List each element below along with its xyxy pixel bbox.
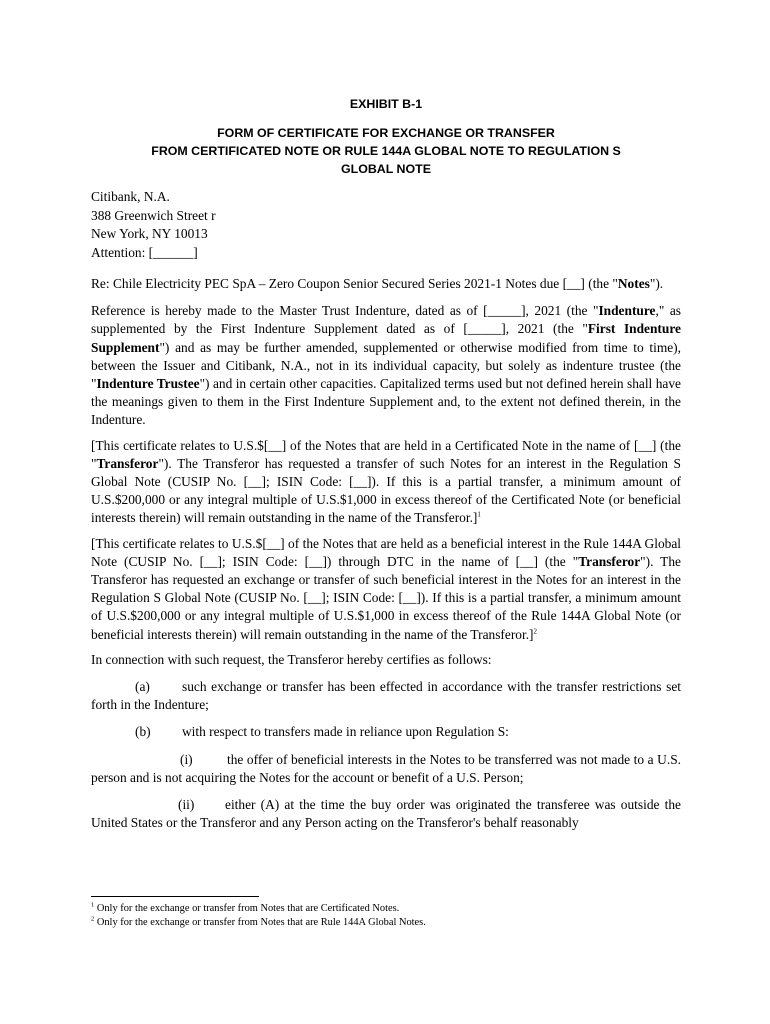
item-a (91, 678, 681, 714)
defined-term: Indenture (598, 303, 656, 319)
item-b (91, 723, 681, 741)
form-title-line-2: FROM CERTIFICATED NOTE OR RULE 144A GLOBAL NOTE TO REGULATION S (151, 144, 621, 158)
rule-144a-paragraph (91, 535, 681, 644)
paragraph-text: ," as supplemented by the First Indenture Supplement dated as of [_____], 2021 (the " (91, 303, 681, 337)
item-label: (a) (135, 679, 150, 695)
item-text: the offer of beneficial interests in the Notes to be transferred was not made to a U.S. person and is not acquiring the Notes for the account or benefit of a U.S. Person; (91, 751, 681, 785)
reference-paragraph (91, 302, 681, 429)
defined-term: First Indenture Supplement (91, 321, 681, 355)
footnote-number: 1 (91, 901, 95, 909)
footnote-text: Only for the exchange or transfer from Notes that are Rule 144A Global Notes. (96, 917, 426, 928)
certificated-note-paragraph (91, 437, 681, 528)
paragraph-text: ") and in certain other capacities. Capitalized terms used but not defined herein shall have the meanings given to them in the First Indenture Supplement and, to the extent not defined therein, in the Indenture. (91, 376, 681, 428)
addressee-line: Citibank, N.A. (91, 189, 170, 204)
defined-term: Indenture Trustee (96, 376, 200, 392)
addressee-line: 388 Greenwich Street r (91, 207, 216, 223)
footnote-divider (91, 896, 259, 897)
item-text: with respect to transfers made in reliance upon Regulation S: (182, 724, 509, 740)
item-text: either (A) at the time the buy order was originated the transferee was outside the United States or the Transferor and any Person acting on the Transferor's behalf reasonably (91, 797, 681, 831)
item-b-i (91, 751, 681, 787)
item-label: (b) (135, 724, 151, 740)
document-body (91, 95, 681, 832)
item-text: such exchange or transfer has been effected in accordance with the transfer restrictions set forth in the Indenture; (91, 679, 681, 713)
paragraph-text: "). The Transferor has requested an exchange or transfer of such beneficial interest in the Notes for an interest in the Regulation S Global Note (CUSIP No. [__]; ISIN Code: [__]). If this is a partial transfer, a minimum amount of U.S.$200,000 or any integral multiple of U.S.$1,000 in excess thereof of the Rule 144A Global Note (or beneficial interests therein) will remain outstanding in the name of the Transferor.] (91, 553, 682, 642)
re-text-end: "). (649, 276, 664, 291)
footnote (91, 916, 681, 930)
re-text: Re: Chile Electricity PEC SpA – Zero Coupon Senior Secured Series 2021-1 Notes due [__] (the " (91, 276, 618, 291)
footnote-reference[interactable]: 2 (533, 627, 538, 636)
form-title-line-3: GLOBAL NOTE (341, 162, 431, 176)
paragraph-text: [This certificate relates to U.S.$[__] of the Notes that are held in a Certificated Note in the name of [__] (the " (91, 437, 681, 471)
footnote-text: Only for the exchange or transfer from Notes that are Certificated Notes. (96, 903, 400, 914)
connection-paragraph: In connection with such request, the Transferor hereby certifies as follows: (91, 651, 492, 667)
addressee-block (91, 188, 681, 262)
item-label: (i) (180, 751, 193, 767)
paragraph-text: ") and as may be further amended, supplemented or otherwise modified from time to time), between the Issuer and Citibank, N.A., not in its individual capacity, but solely as indenture trustee (the " (91, 339, 681, 392)
exhibit-title: EXHIBIT B-1 (349, 97, 423, 111)
addressee-line: Attention: [______] (91, 244, 198, 260)
footnote-reference[interactable]: 1 (477, 510, 481, 519)
addressee-line: New York, NY 10013 (91, 226, 208, 241)
paragraph-text: "). The Transferor has requested a transfer of such Notes for an interest in the Regulation S Global Note (CUSIP No. [__]; ISIN Code: [__]). If this is a partial transfer, a minimum amount of U.S.$200,000 or any integral multiple of U.S.$1,000 in excess thereof of the Certificated Note (or beneficial interests therein) will remain outstanding in the name of the Transferor.] (91, 455, 681, 526)
footnote-number: 2 (91, 915, 95, 923)
defined-term: Transferor (578, 553, 641, 569)
form-title-line-1: FORM OF CERTIFICATE FOR EXCHANGE OR TRANSFER (217, 126, 555, 140)
footnotes (91, 902, 681, 930)
item-label: (ii) (178, 797, 195, 813)
footnote (91, 902, 681, 916)
paragraph-text: Reference is hereby made to the Master Trust Indenture, dated as of [_____], 2021 (the " (91, 303, 599, 319)
re-line (91, 275, 681, 293)
re-defined-term: Notes (617, 276, 650, 291)
item-b-ii (91, 796, 681, 832)
defined-term: Transferor (96, 455, 159, 471)
paragraph-text: [This certificate relates to U.S.$[__] of the Notes that are held as a beneficial interest in the Rule 144A Global Note (CUSIP No. [__]; ISIN Code: [__]) through DTC in the name of [__] (the " (91, 535, 681, 569)
